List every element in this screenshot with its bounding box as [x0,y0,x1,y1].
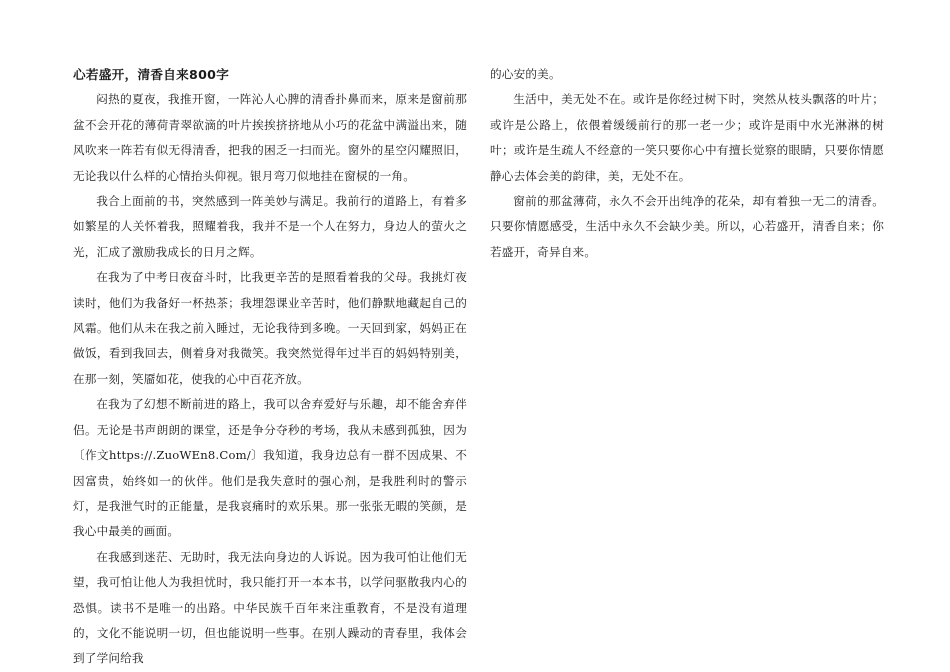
right-column [490,62,884,265]
paragraph-7: 窗前的那盆薄荷，永久不会开出纯净的花朵，却有着独一无二的清香。只要你情愿感受，生活中永久不会缺少美。所以，心若盛开，清香自来；你若盛开，奇异自来。 [490,194,884,259]
paragraph-3: 在我为了中考日夜奋斗时，比我更辛苦的是照看着我的父母。我挑灯夜读时，他们为我备好一杯热茶；我埋怨课业辛苦时，他们静默地藏起自己的风霜。他们从未在我之前入睡过，无论我待到多晚。一天回到家，妈妈正在做饭，看到我回去，侧着身对我微笑。我突然觉得年过半百的妈妈特别美，在那一刻，笑靥如花，使我的心中百花齐放。 [73,270,467,386]
paragraph-5-continuation: 的心安的美。 [490,67,561,81]
paragraph-2: 我合上面前的书，突然感到一阵美妙与满足。我前行的道路上，有着多如繁星的人关怀着我，照耀着我，我并不是一个人在努力，身边人的萤火之光，汇成了激励我成长的日月之辉。 [73,194,467,259]
left-column [73,62,467,672]
paragraph-5: 在我感到迷茫、无助时，我无法向身边的人诉说。因为我可怕让他们无望，我可怕让他人为我担忧时，我只能打开一本本书，以学问驱散我内心的恐惧。读书不是唯一的出路。中华民族千百年来注重教育，不是没有道理的，文化不能说明一切，但也能说明一些事。在别人躁动的青春里，我体会到了学问给我 [73,549,467,666]
article-title: 心若盛开，清香自来800字 [73,67,230,82]
paragraph-6: 生活中，美无处不在。或许是你经过树下时，突然从枝头飘落的叶片；或许是公路上，依偎着缓缓前行的那一老一少；或许是雨中水光淋淋的树叶；或许是生疏人不经意的一笑只要你心中有擅长觉察的眼睛，只要你情愿静心去体会美的韵律，美，无处不在。 [490,92,884,183]
paragraph-1: 闷热的夏夜，我推开窗，一阵沁人心脾的清香扑鼻而来，原来是窗前那盆不会开花的薄荷青翠欲滴的叶片挨挨挤挤地从小巧的花盆中满溢出来，随风吹来一阵若有似无得清香，把我的困乏一扫而光。窗外的星空闪耀照旧，无论我以什么样的心情抬头仰视。银月弯刀似地挂在窗棂的一角。 [73,92,467,183]
paragraph-4: 在我为了幻想不断前进的路上，我可以舍弃爱好与乐趣，却不能舍弃伴侣。无论是书声朗朗的课堂，还是争分夺秒的考场，我从未感到孤独，因为〔作文https://.ZuoWEn8.Com/〕我知道，我身边总有一群不因成果、不因富贵，始终如一的伙伴。他们是我失意时的强心剂，是我胜利时的警示灯，是我泄气时的正能量，是我哀痛时的欢乐果。那一张张无暇的笑颜，是我心中最美的画面。 [73,397,467,539]
